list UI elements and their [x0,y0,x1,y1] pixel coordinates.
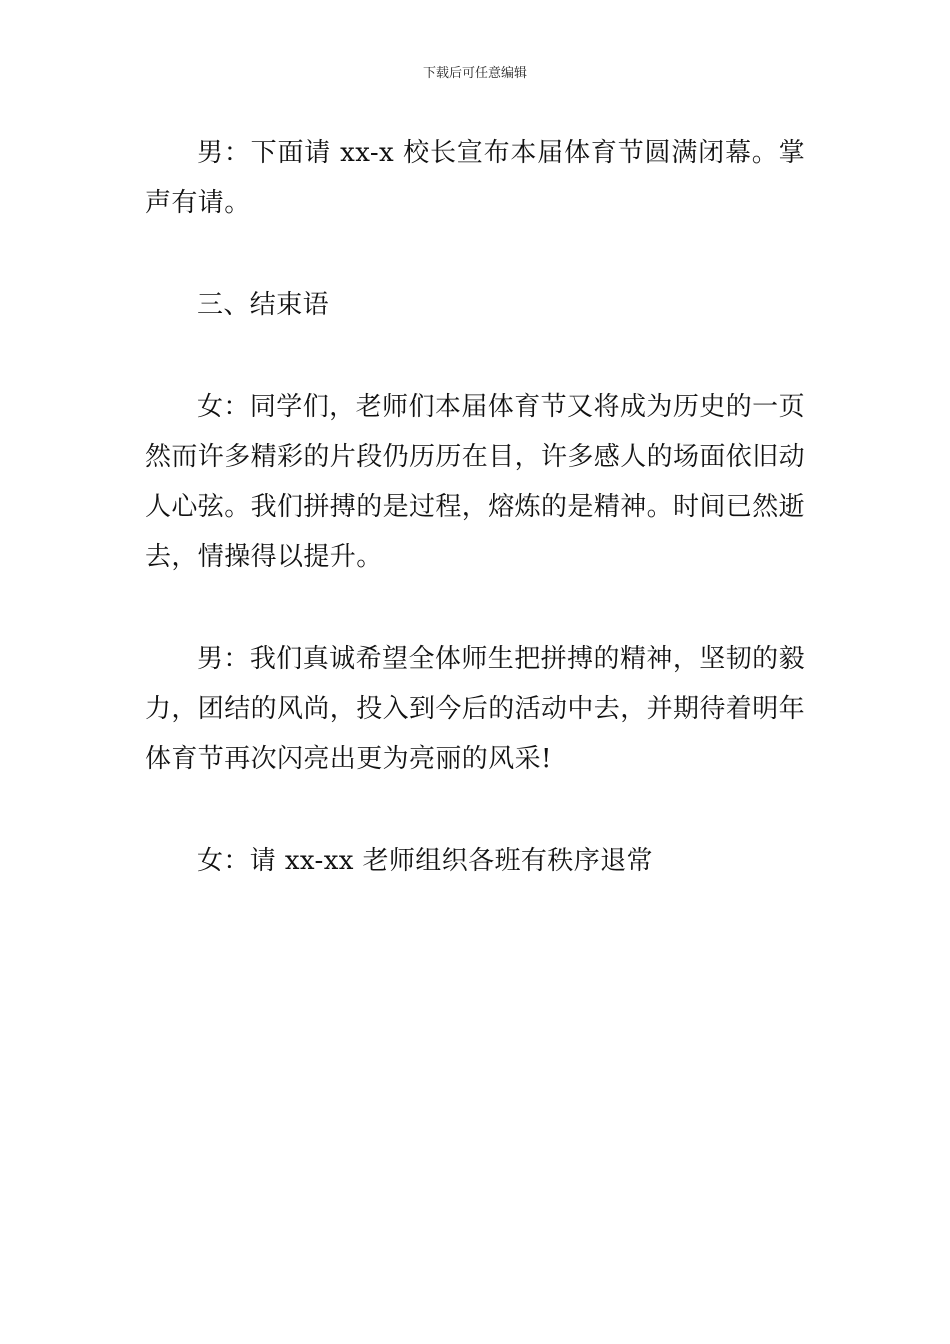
paragraph-male-host-remarks: 男：我们真诚希望全体师生把拼搏的精神，坚韧的毅力，团结的风尚，投入到今后的活动中去，并期待着明年体育节再次闪亮出更为亮丽的风采! [145,644,806,774]
page-header: 下载后可任意编辑 [422,66,527,81]
paragraph-dismissal-instruction: 女：请 xx-xx 老师组织各班有秩序退常 [197,846,653,876]
paragraph-closing-announcement: 男：下面请 xx-x 校长宣布本届体育节圆满闭幕。掌声有请。 [145,138,805,218]
paragraph-female-host-remarks: 女：同学们，老师们本届体育节又将成为历史的一页然而许多精彩的片段仍历历在目，许多感人的场面依旧动人心弦。我们拼搏的是过程，熔炼的是精神。时间已然逝去，情操得以提升。 [145,392,806,572]
section-heading-closing-remarks: 三、结束语 [197,290,330,320]
document-body [145,128,805,886]
